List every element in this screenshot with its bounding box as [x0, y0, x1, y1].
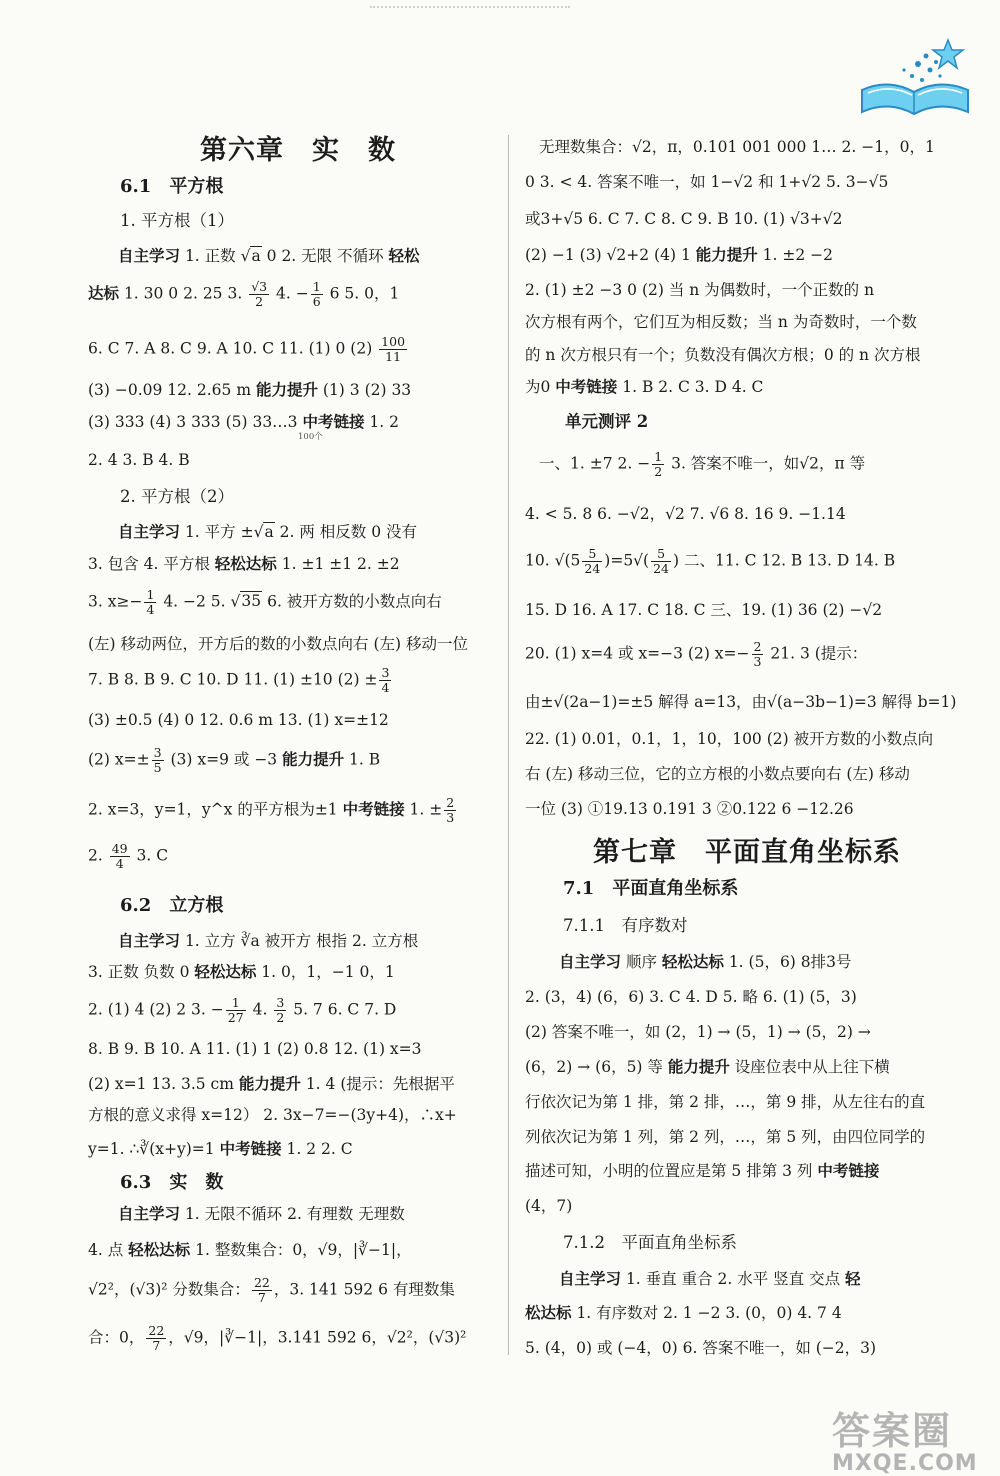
answer-line: 2. 4 3. B 4. B — [88, 451, 190, 469]
answer-line: 达标 1. 30 0 2. 25 3. $\frac{√3}{2}$ 4. − $\frac{1}{6}$ 6 5. 0，1 — [88, 279, 400, 309]
answer-line: (3) 333 (4) 3 333 (5) 33…3 中考链接 1. 2 — [88, 412, 400, 431]
fraction: $\frac{3}{2}$ — [276, 995, 285, 1025]
fraction: $\frac{1}{27}$ — [227, 995, 244, 1025]
answer-line: 次方根有两个，它们互为相反数；当 n 为奇数时，一个数 — [525, 313, 917, 331]
answer-line: 5. (4，0) 或 (−4，0) 6. 答案不唯一，如 (−2，3) — [525, 1339, 877, 1357]
answer-line: 7. B 8. B 9. C 10. D 11. (1) ±10 (2) ± $\frac{3}{4}$ — [88, 665, 390, 695]
chapter-7-title: 第七章 平面直角坐标系 — [593, 837, 901, 868]
fraction: $\frac{1}{2}$ — [654, 449, 663, 479]
answer-line: 的 n 次方根只有一个；负数没有偶次方根；0 的 n 次方根 — [525, 346, 921, 364]
fraction: $\frac{1}{4}$ — [146, 587, 155, 617]
answer-line: (2) 答案不唯一，如 (2，1) → (5，1) → (5，2) → — [525, 1023, 871, 1041]
answer-line: 自主学习 1. 立方 ∛a 被开方 根指 2. 立方根 — [118, 931, 419, 950]
answer-line: y=1. ∴∛(x+y)=1 中考链接 1. 2 2. C — [88, 1139, 353, 1158]
answer-line: √2²，(√3)² 分数集合： $\frac{22}{7}$ ，3. 141 592 6 有理数集 — [88, 1275, 455, 1305]
fraction: $\frac{22}{7}$ — [253, 1275, 270, 1305]
fraction: $\frac{100}{11}$ — [381, 334, 406, 364]
answer-line: 4. < 5. 8 6. −√2，√2 7. √6 8. 16 9. −1.14 — [525, 505, 846, 523]
subsection-2-title: 2. 平方根（2） — [120, 487, 234, 506]
answer-line: 自主学习 1. 垂直 重合 2. 水平 竖直 交点 轻 — [559, 1269, 861, 1288]
answer-line: 自主学习 顺序 轻松达标 1. (5，6) 8排3号 — [559, 952, 852, 971]
answer-line: 2. (3，4) (6，6) 3. C 4. D 5. 略 6. (1) (5，3) — [525, 988, 857, 1006]
answer-line: 自主学习 1. 正数 √a 0 2. 无限 不循环 轻松 — [118, 246, 420, 265]
answer-line: 描述可知，小明的位置应是第 5 排第 3 列 中考链接 — [525, 1161, 880, 1180]
answer-line: 10. √(5 $\frac{5}{24}$ )=5√( $\frac{5}{24}$ ) 二、11. C 12. B 13. D 14. B — [525, 546, 896, 576]
answer-line: 列依次记为第 1 列，第 2 列，…，第 5 列，由四位同学的 — [525, 1128, 926, 1146]
fraction: $\frac{2}{3}$ — [753, 639, 762, 669]
answer-line: (2) x=1 13. 3.5 cm 能力提升 1. 4 (提示：先根据平 — [88, 1074, 455, 1093]
answer-line: 3. 正数 负数 0 轻松达标 1. 0，1，−1 0，1 — [88, 962, 395, 981]
answer-line: 2. (1) ±2 −3 0 (2) 当 n 为偶数时，一个正数的 n — [525, 281, 875, 299]
answer-line: 2. x=3，y=1，y^x 的平方根为±1 中考链接 1. ± $\frac{2}{3}$ — [88, 795, 455, 825]
underbrace-note: 100个 — [298, 432, 323, 442]
answer-line: 2. $\frac{49}{4}$ 3. C — [88, 841, 169, 871]
subsection-7-1-1-title: 7.1.1 有序数对 — [563, 916, 688, 935]
answer-line: 为0 中考链接 1. B 2. C 3. D 4. C — [525, 377, 764, 396]
section-7-1-title: 7.1 平面直角坐标系 — [563, 878, 739, 899]
fraction: $\frac{5}{24}$ — [584, 546, 601, 576]
column-divider — [508, 135, 509, 1355]
answer-line: 自主学习 1. 平方 ±√a 2. 两 相反数 0 没有 — [118, 522, 418, 541]
answer-line: (2) −1 (3) √2+2 (4) 1 能力提升 1. ±2 −2 — [525, 245, 834, 264]
answer-line: 15. D 16. A 17. C 18. C 三、19. (1) 36 (2) −√2 — [525, 601, 883, 619]
watermark-url: MXQE.COM — [832, 1451, 978, 1476]
subsection-1-title: 1. 平方根（1） — [120, 211, 234, 230]
fraction: $\frac{2}{3}$ — [446, 795, 455, 825]
answer-line: 4. 点 轻松达标 1. 整数集合：0，√9，|∛−1|， — [88, 1240, 412, 1259]
answer-line: 2. (1) 4 (2) 2 3. − $\frac{1}{27}$ 4. $\frac{3}{2}$ 5. 7 6. C 7. D — [88, 995, 397, 1025]
chapter-6-title: 第六章 实 数 — [200, 135, 396, 166]
fraction: $\frac{3}{4}$ — [381, 665, 390, 695]
answer-line: (3) −0.09 12. 2.65 m 能力提升 (1) 3 (2) 33 — [88, 380, 412, 399]
fraction: $\frac{5}{24}$ — [653, 546, 670, 576]
unit-test-title: 单元测评 2 — [565, 412, 649, 431]
answer-line: 右 (左) 移动三位，它的立方根的小数点要向右 (左) 移动 — [525, 765, 910, 783]
answer-line: (左) 移动两位，开方后的数的小数点向右 (左) 移动一位 — [88, 635, 468, 653]
watermark-text: 答案圈 — [832, 1409, 953, 1453]
answer-line: 3. x≥− $\frac{1}{4}$ 4. −2 5. √35 6. 被开方数的小数点向右 — [88, 587, 442, 617]
answer-line: 一位 (3) ①19.13 0.191 3 ②0.122 6 −12.26 — [525, 800, 854, 818]
fraction: $\frac{22}{7}$ — [148, 1323, 165, 1353]
section-6-3-title: 6.3 实 数 — [120, 1172, 224, 1193]
answer-line: 无理数集合：√2，π，0.101 001 000 1… 2. −1，0，1 — [539, 138, 935, 156]
fraction: $\frac{49}{4}$ — [111, 841, 128, 871]
section-6-2-title: 6.2 立方根 — [120, 895, 224, 916]
answer-line: (2) x=± $\frac{3}{5}$ (3) x=9 或 −3 能力提升 1. B — [88, 745, 381, 775]
fraction: $\frac{3}{5}$ — [153, 745, 162, 775]
answer-line: 20. (1) x=4 或 x=−3 (2) x=− $\frac{2}{3}$ 21. 3 (提示： — [525, 639, 868, 669]
answer-line: 8. B 9. B 10. A 11. (1) 1 (2) 0.8 12. (1) x=3 — [88, 1040, 422, 1058]
fraction: $\frac{1}{6}$ — [312, 279, 321, 309]
answer-line: 0 3. < 4. 答案不唯一，如 1−√2 和 1+√2 5. 3−√5 — [525, 173, 889, 191]
subsection-7-1-2-title: 7.1.2 平面直角坐标系 — [563, 1233, 737, 1252]
watermark — [832, 1400, 978, 1476]
answer-line: 22. (1) 0.01，0.1，1，10，100 (2) 被开方数的小数点向 — [525, 730, 934, 748]
answer-line: 6. C 7. A 8. C 9. A 10. C 11. (1) 0 (2) $\frac{100}{11}$ — [88, 334, 406, 364]
scan-edge-mark — [370, 6, 570, 14]
answer-line: (4，7) — [525, 1197, 573, 1215]
answer-line: (6，2) → (6，5) 等 能力提升 设座位表中从上往下横 — [525, 1057, 890, 1076]
answer-line: 自主学习 1. 无限不循环 2. 有理数 无理数 — [118, 1204, 405, 1223]
answer-line: 或3+√5 6. C 7. C 8. C 9. B 10. (1) √3+√2 — [525, 210, 843, 228]
answer-line: 行依次记为第 1 排，第 2 排，…，第 9 排，从左往右的直 — [525, 1093, 926, 1111]
answer-line: 合：0， $\frac{22}{7}$ ，√9，|∛−1|，3.141 592 6，√2²，(√3)² — [88, 1323, 467, 1353]
answer-line: 松达标 1. 有序数对 2. 1 −2 3. (0，0) 4. 7 4 — [525, 1303, 842, 1322]
book-star-logo-icon — [856, 38, 974, 120]
section-6-1-title: 6.1 平方根 — [120, 176, 224, 197]
answer-line: 一、1. ±7 2. − $\frac{1}{2}$ 3. 答案不唯一，如√2，π 等 — [539, 449, 866, 479]
fraction: $\frac{√3}{2}$ — [251, 279, 268, 309]
answer-line: 方根的意义求得 x=12） 2. 3x−7=−(3y+4)，∴x+ — [88, 1106, 457, 1124]
answer-line: 3. 包含 4. 平方根 轻松达标 1. ±1 ±1 2. ±2 — [88, 554, 400, 573]
answer-line: (3) ±0.5 (4) 0 12. 0.6 m 13. (1) x=±12 — [88, 711, 389, 729]
answer-line: 由±√(2a−1)=±5 解得 a=13，由√(a−3b−1)=3 解得 b=1) — [525, 693, 957, 711]
